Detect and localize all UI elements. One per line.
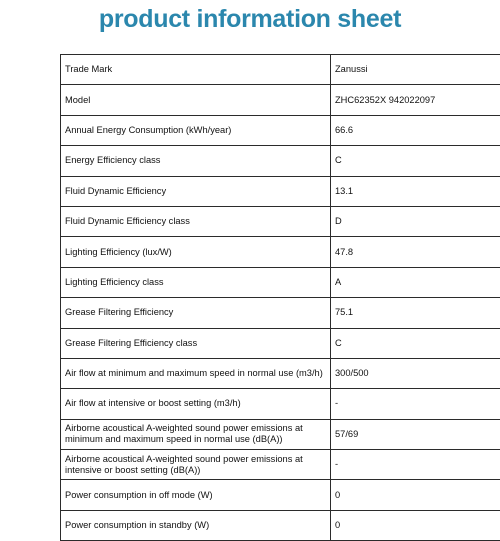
row-label: Fluid Dynamic Efficiency class <box>61 206 331 236</box>
row-label: Annual Energy Consumption (kWh/year) <box>61 115 331 145</box>
row-label: Lighting Efficiency class <box>61 267 331 297</box>
table-row <box>61 237 500 267</box>
row-value: 47.8 <box>331 237 500 267</box>
page-title: product information sheet <box>0 4 500 34</box>
row-value: 0 <box>331 510 500 540</box>
table-row <box>61 206 500 236</box>
table-row <box>61 358 500 388</box>
row-value: Zanussi <box>331 55 500 85</box>
row-label: Grease Filtering Efficiency <box>61 298 331 328</box>
row-value: C <box>331 146 500 176</box>
row-label: Airborne acoustical A-weighted sound power emissions at minimum and maximum speed in normal use (dB(A)) <box>61 419 331 449</box>
row-value: 13.1 <box>331 176 500 206</box>
row-value: 57/69 <box>331 419 500 449</box>
row-value: ZHC62352X 942022097 <box>331 85 500 115</box>
row-label: Power consumption in standby (W) <box>61 510 331 540</box>
table-row <box>61 419 500 449</box>
row-label: Model <box>61 85 331 115</box>
table-row <box>61 328 500 358</box>
row-value: 75.1 <box>331 298 500 328</box>
row-value: - <box>331 389 500 419</box>
row-value: C <box>331 328 500 358</box>
table-row <box>61 450 500 480</box>
row-label: Lighting Efficiency (lux/W) <box>61 237 331 267</box>
row-value: 0 <box>331 480 500 510</box>
table-row <box>61 267 500 297</box>
row-label: Energy Efficiency class <box>61 146 331 176</box>
row-label: Trade Mark <box>61 55 331 85</box>
row-label: Airborne acoustical A-weighted sound power emissions at intensive or boost setting (dB(A)) <box>61 450 331 480</box>
table-row <box>61 510 500 540</box>
row-label: Fluid Dynamic Efficiency <box>61 176 331 206</box>
table-row <box>61 55 500 85</box>
table-row <box>61 389 500 419</box>
table-row <box>61 176 500 206</box>
table-row <box>61 146 500 176</box>
row-value: A <box>331 267 500 297</box>
table-row <box>61 85 500 115</box>
row-label: Grease Filtering Efficiency class <box>61 328 331 358</box>
row-value: 300/500 <box>331 358 500 388</box>
table-row <box>61 115 500 145</box>
table-row <box>61 298 500 328</box>
table-row <box>61 480 500 510</box>
product-info-table <box>60 54 500 541</box>
row-value: 66.6 <box>331 115 500 145</box>
row-value: D <box>331 206 500 236</box>
row-label: Air flow at intensive or boost setting (m3/h) <box>61 389 331 419</box>
row-label: Air flow at minimum and maximum speed in normal use (m3/h) <box>61 358 331 388</box>
row-value: - <box>331 450 500 480</box>
row-label: Power consumption in off mode (W) <box>61 480 331 510</box>
